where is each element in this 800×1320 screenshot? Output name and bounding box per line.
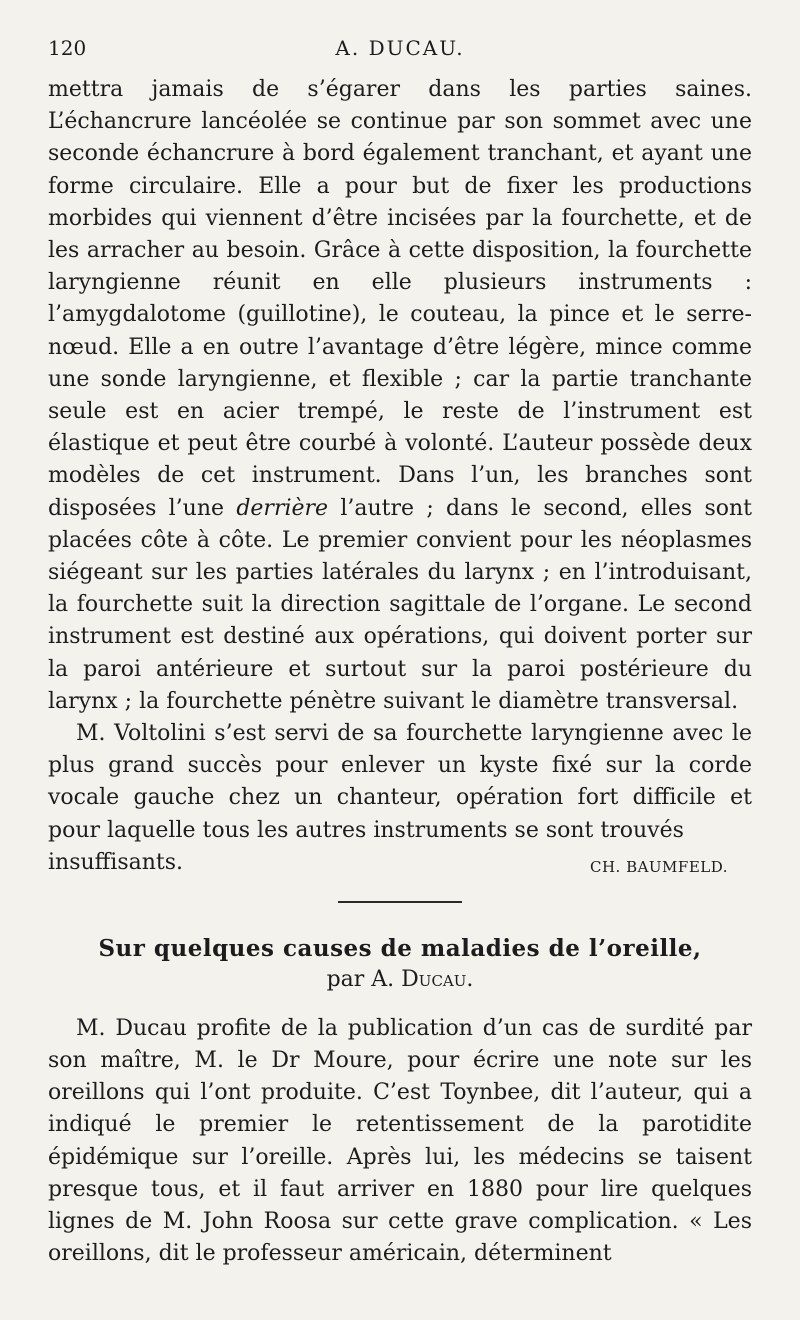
article-body-voltolini <box>48 74 752 879</box>
author-signature: CH. BAUMFELD. <box>589 857 728 876</box>
paragraph-text: M. Ducau profite de la publication d’un cas de surdité par son maître, M. le Dr Moure, pour écrire une note sur les oreillons qui l’ont produite. C’est Toynbee, dit l’auteur, qui a indiqué le premier le retentissement de la parotidite épidémique sur l’oreille. Après lui, les médecins se taisent presque tous, et il faut arriver en 1880 pour lire quelques lignes de M. John Roosa sur cette grave complication. « Les oreillons, dit le professeur américain, déterminent <box>48 1015 752 1267</box>
paragraph-text: mettra jamais de s’égarer dans les parties saines. L’échancrure lancéolée se continue par son sommet avec une seconde échancrure à bord également tranchant, et ayant une forme circulaire. Elle a pour but de fixer les productions morbides qui viennent d’être incisées par la fourchette, et de les arracher au besoin. Grâce à cette disposition, la fourchette laryngienne réunit en elle plusieurs instruments : l’amygdalotome (guillotine), le couteau, la pince et le serre-nœud. Elle a en outre l’avantage d’être légère, mince comme une sonde laryngienne, et flexible ; car la partie tranchante seule est en acier trempé, le reste de l’instrument est élastique et peut être courbé à volonté. L’auteur possède deux modèles de cet instrument. Dans l’un, les branches sont disposées l’une <box>48 77 752 521</box>
page-number: 120 <box>48 36 87 60</box>
section-divider <box>338 901 462 903</box>
paragraph <box>48 1013 752 1271</box>
article-byline <box>48 965 752 995</box>
running-head <box>48 36 752 66</box>
paragraph-text-cont: l’autre ; dans le second, elles sont placées côte à côte. Le premier convient pour les néoplasmes siégeant sur les parties latérales du larynx ; en l’introduisant, la fourchette suit la direction sagittale de l’organe. Le second instrument est destiné aux opérations, qui doivent porter sur la paroi antérieure et surtout sur la paroi postérieure du larynx ; la fourchette pénètre suivant le diamètre transversal. <box>48 495 752 714</box>
byline-prefix: par A. <box>326 966 402 992</box>
paragraph <box>48 74 752 718</box>
article-body-ducau <box>48 1013 752 1271</box>
running-title: A. DUCAU. <box>335 36 465 60</box>
byline-author: Ducau <box>401 966 467 992</box>
byline-suffix: . <box>466 966 474 992</box>
book-page <box>48 36 752 1271</box>
emphasis-text: derrière <box>236 495 329 521</box>
last-word: insuffisants. <box>48 849 184 875</box>
paragraph-text: M. Voltolini s’est servi de sa fourchette laryngienne avec le plus grand succès pour enlever un kyste fixé sur la corde vocale gauche chez un chanteur, opération fort difficile et pour laquelle tous les autres instruments se sont trouvés <box>48 721 752 843</box>
signature-line <box>48 847 752 879</box>
paragraph <box>48 718 752 847</box>
article-title: Sur quelques causes de maladies de l’oreille, <box>98 934 702 962</box>
